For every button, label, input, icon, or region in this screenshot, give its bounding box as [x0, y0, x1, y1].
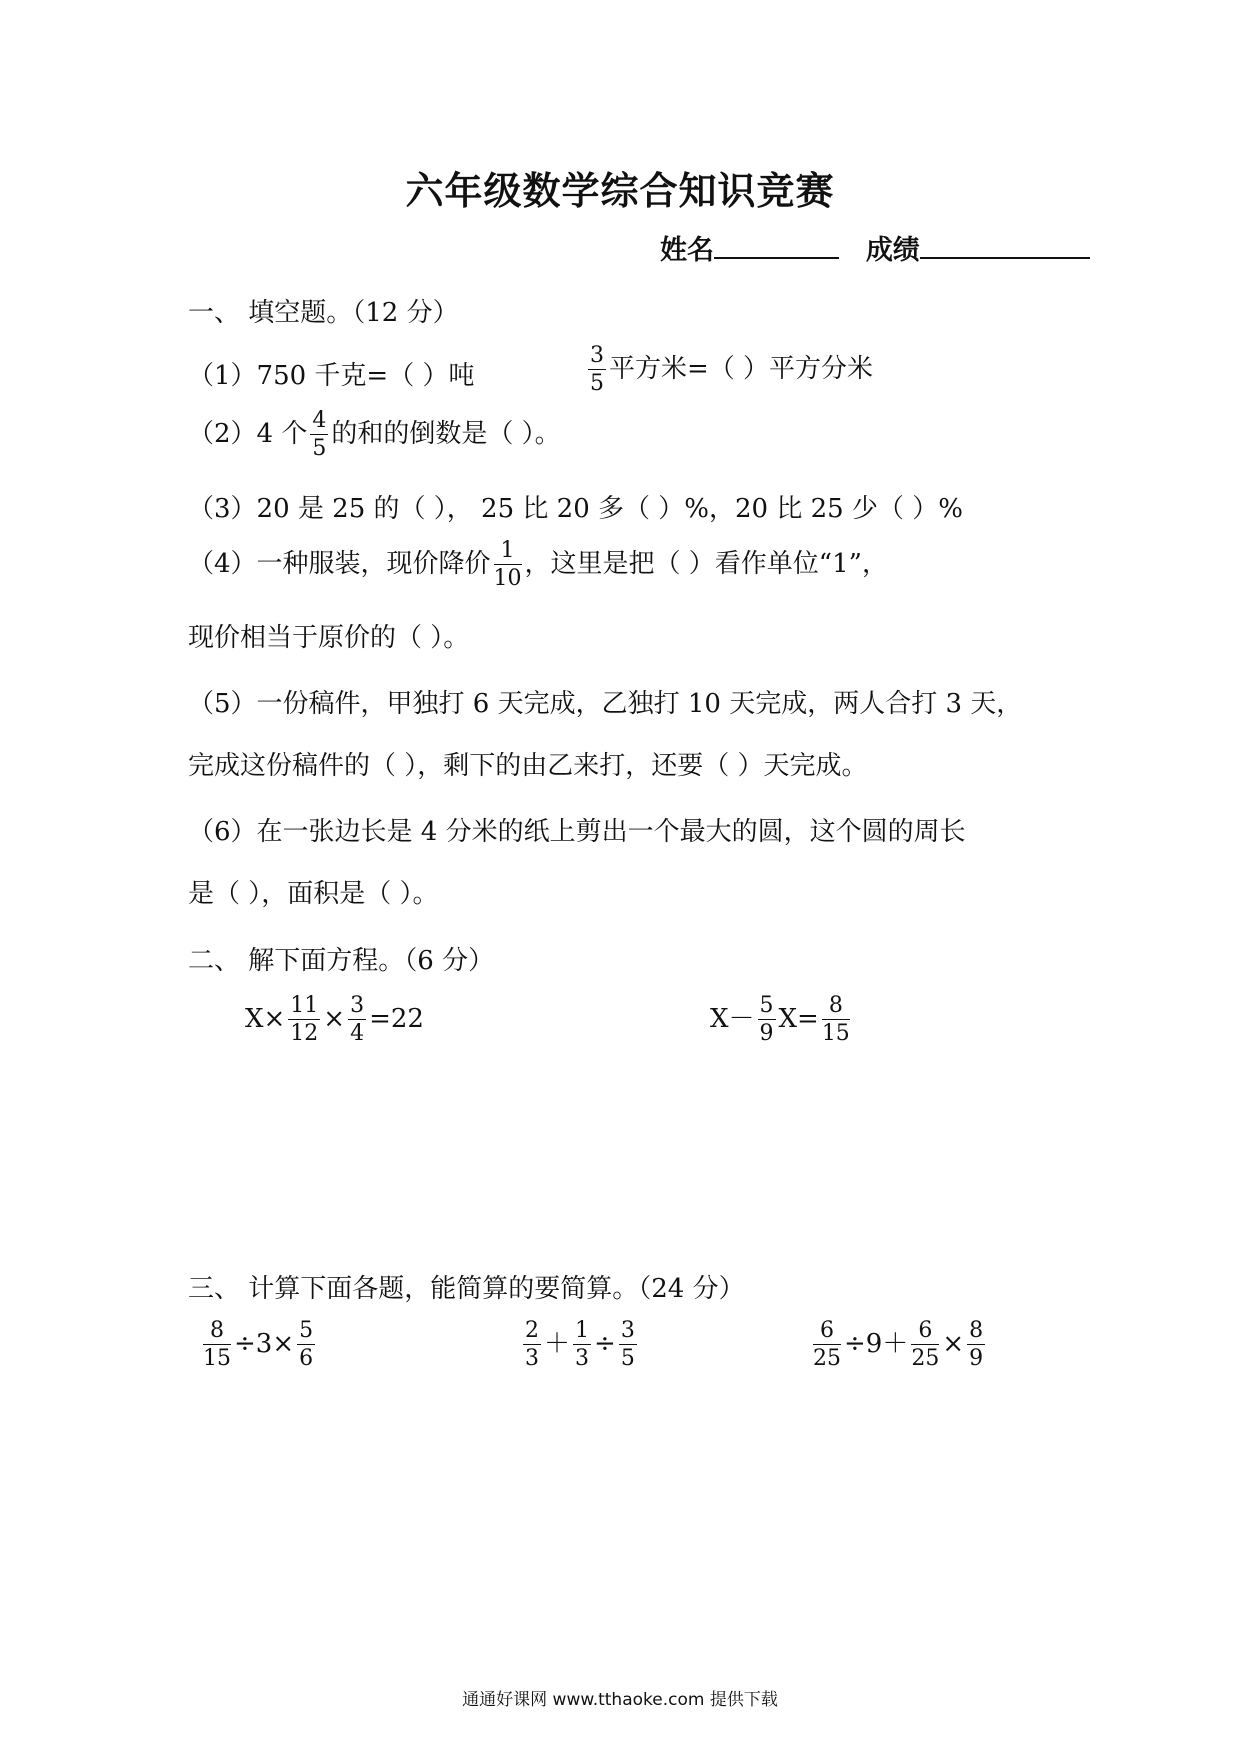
problem-2: $\frac{2}{3}$ ＋ $\frac{1}{3}$ ÷ $\frac{3}{5}$: [525, 1318, 635, 1371]
section3-heading: 三、 计算下面各题，能简算的要简算。（24 分）: [188, 1274, 745, 1304]
name-score-row: [660, 228, 1090, 267]
question-6-line2: 是（ ），面积是（ ）。: [188, 879, 439, 909]
fraction: $\frac{1}{10}$: [493, 538, 522, 591]
question-3: （3）20 是 25 的（ ）， 25 比 20 多（ ）%，20 比 25 少（ ）%: [188, 494, 963, 524]
equation-1: X× $\frac{11}{12}$ × $\frac{3}{4}$ =22: [245, 993, 424, 1046]
question-5-line2: 完成这份稿件的（ ），剩下的由乙来打，还要（ ）天完成。: [188, 751, 868, 781]
question-2: （2）4 个 $\frac{4}{5}$ 的和的倒数是（ ）。: [188, 408, 561, 461]
question-5-line1: （5）一份稿件，甲独打 6 天完成，乙独打 10 天完成，两人合打 3 天，: [188, 689, 1023, 719]
section1-heading: 一、 填空题。（12 分）: [188, 298, 459, 328]
question-4-line2: 现价相当于原价的（ ）。: [188, 623, 470, 653]
name-label: 姓名: [660, 235, 714, 266]
footer-credit: 通通好课网 www.tthaoke.com 提供下载: [462, 1690, 778, 1710]
section2-heading: 二、 解下面方程。（6 分）: [188, 946, 495, 976]
question-1a: （1）750 千克=（ ）吨: [188, 361, 475, 391]
question-6-line1: （6）在一张边长是 4 分米的纸上剪出一个最大的圆，这个圆的周长: [188, 817, 966, 847]
fraction: $\frac{3}{5}$: [590, 343, 604, 396]
equation-2: X－ $\frac{5}{9}$ X= $\frac{8}{15}$: [710, 993, 850, 1046]
score-blank[interactable]: [920, 233, 1090, 259]
page-title: 六年级数学综合知识竞赛: [405, 169, 835, 213]
score-label: 成绩: [865, 235, 920, 266]
question-1b: $\frac{3}{5}$ 平方米=（ ）平方分米: [590, 343, 874, 396]
fraction: $\frac{4}{5}$: [312, 408, 327, 461]
problem-3: $\frac{6}{25}$ ÷9＋ $\frac{6}{25}$ × $\frac{8}{9}$: [813, 1318, 984, 1371]
problem-1: $\frac{8}{15}$ ÷3× $\frac{5}{6}$: [203, 1318, 314, 1371]
name-blank[interactable]: [714, 233, 839, 259]
question-4: （4）一种服装，现价降价 $\frac{1}{10}$ ，这里是把（ ）看作单位“1”，: [188, 538, 888, 591]
